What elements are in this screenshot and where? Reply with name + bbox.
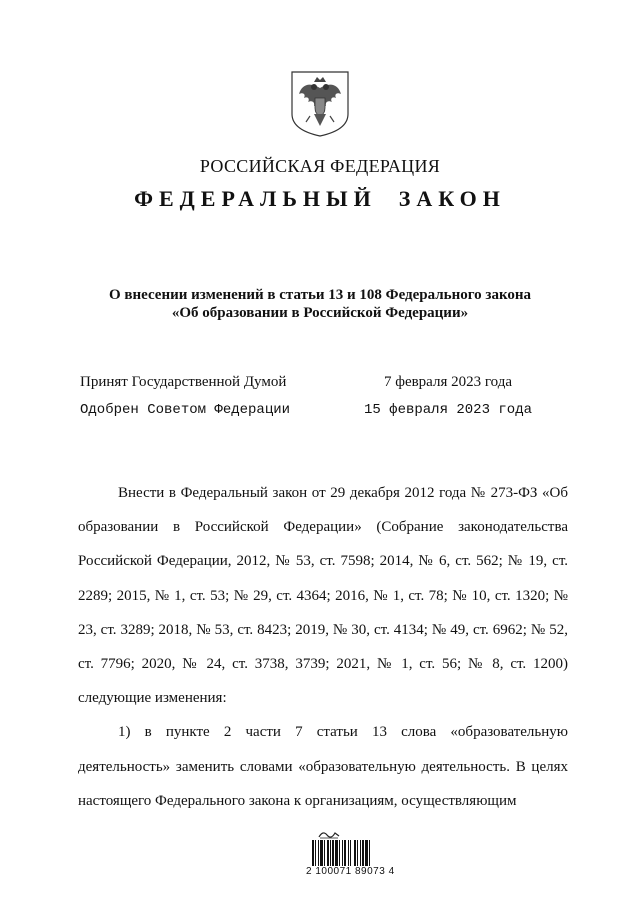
law-title-line-2: «Об образовании в Российской Федерации» [171, 305, 469, 321]
barcode-bar [339, 840, 340, 866]
document-type-word-1: ФЕДЕРАЛЬНЫЙ [134, 186, 377, 211]
barcode-bar [369, 840, 370, 866]
coat-of-arms-icon [288, 68, 352, 138]
body-paragraph-2: 1) в пункте 2 части 7 статьи 13 слова «образовательную деятельность» заменить словами «образовательную деятельность. В целях настоящего Федерального закона к организациям, осуществляющим [78, 724, 568, 809]
council-date: 15 февраля 2023 года [363, 402, 532, 418]
barcode-bar [327, 840, 329, 866]
law-body [78, 476, 568, 818]
barcode-bar [360, 840, 361, 866]
barcode-bar [315, 840, 316, 866]
barcode-bar [332, 840, 334, 866]
duma-label: Принят Государственной Думой [80, 374, 287, 390]
law-title [80, 286, 560, 322]
barcode-bar [330, 840, 331, 866]
document-type-word-2: ЗАКОН [398, 186, 506, 211]
barcode-bar [320, 840, 323, 866]
barcode-bar [344, 840, 346, 866]
body-paragraph-1: Внести в Федеральный закон от 29 декабря 2012 года № 273-ФЗ «Об образовании в Российской Федерации» (Собрание законодательства Российской Федерации, 2012, № 53, ст. 7598; 2014, № 6, ст. 562; № 19, ст. 2289; 2015, № 1, ст. 53; № 29, ст. 4364; 2016, № 1, ст. 78; № 10, ст. 1320; № 23, ст. 3289; 2018, № 53, ст. 8423; 2019, № 30, ст. 4134; № 49, ст. 6962; № 52, ст. 7796; 2020, № 24, ст. 3738, 3739; 2021, № 1, ст. 56; № 8, ст. 1200) следующие изменения: [78, 485, 568, 707]
barcode-bar [354, 840, 356, 866]
duma-date: 7 февраля 2023 года [383, 374, 512, 390]
barcode-bar [324, 840, 325, 866]
barcode-bar [362, 840, 364, 866]
barcode-bar [335, 840, 338, 866]
barcode-number: 2 100071 89073 4 [306, 866, 395, 877]
barcode-bar [312, 840, 314, 866]
barcode-bar [342, 840, 343, 866]
barcode-bar [318, 840, 319, 866]
signature-mark-icon [318, 826, 340, 836]
document-type [0, 186, 640, 212]
barcode-bar [357, 840, 358, 866]
barcode-bar [350, 840, 351, 866]
law-title-line-1: О внесении изменений в статьи 13 и 108 Федерального закона [108, 287, 532, 303]
council-label: Одобрен Советом Федерации [80, 402, 291, 418]
barcode-bar [348, 840, 349, 866]
barcode-bar [365, 840, 368, 866]
country-name: РОССИЙСКАЯ ФЕДЕРАЦИЯ [199, 156, 441, 176]
